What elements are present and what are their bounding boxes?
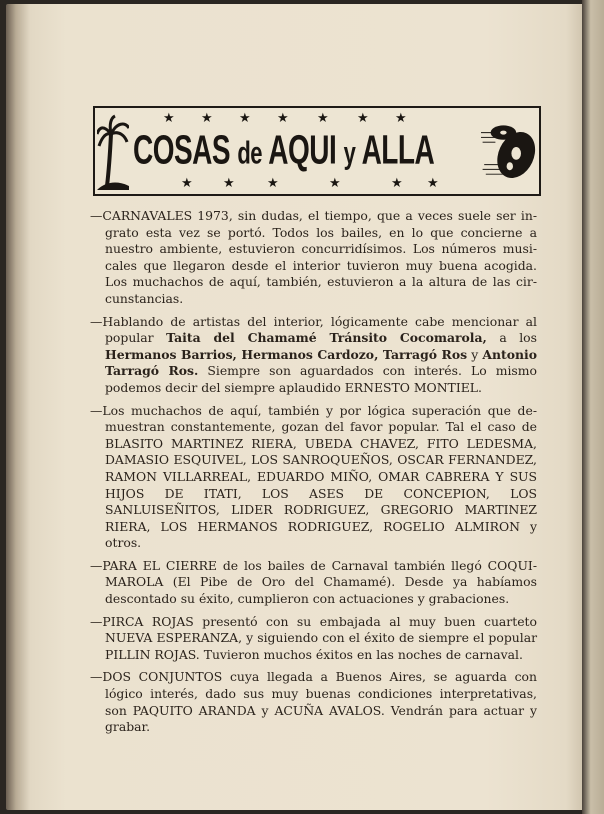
article-paragraph <box>90 314 537 397</box>
star-icon: ★ <box>223 175 235 190</box>
star-row-bottom <box>95 175 539 190</box>
star-icon: ★ <box>391 175 403 190</box>
title-word: de <box>237 134 263 171</box>
paragraph-text: a los <box>486 330 538 346</box>
star-icon: ★ <box>395 110 407 125</box>
star-icon: ★ <box>329 175 341 190</box>
paragraph-text: Siempre son aguardados con interés. Lo mismo podemos decir del siempre aplaudido ERNESTO MONTIEL. <box>105 363 537 395</box>
star-icon: ★ <box>267 175 279 190</box>
paragraph-text: —Hablando de artistas del interior, lógicamente cabe mencionar al popular <box>90 313 537 346</box>
star-icon: ★ <box>201 110 213 125</box>
article-paragraph <box>90 208 537 308</box>
paragraph-text: —PARA EL CIERRE de los bailes de Carnaval también llegó COQUIMAROLA (El Pibe de Oro del Chamamé). Desde ya habíamos descontado su éxito, cumplieron con actuaciones y grabaciones. <box>90 557 537 607</box>
title-word: ALLA <box>361 127 435 172</box>
title-word: AQUI <box>268 127 337 172</box>
paragraph-text: —CARNAVALES 1973, sin dudas, el tiempo, que a veces suele ser ingrato esta vez se portó. Todos los bailes, en lo que concierne a nuestro ambiente, estuvieron concurridísimos. Los números musicales que llegaron desde el interior tuvieron muy buena acogida. Los muchachos de aquí, también, estuvieron a la altura de las circunstancias. <box>90 208 537 306</box>
bold-name: Antonio Tarragó Ros. <box>105 346 537 379</box>
article-paragraph <box>90 403 537 552</box>
title-word: COSAS <box>133 127 231 172</box>
bold-name: Taita del Chamamé Tránsito Cocomarola, <box>166 330 487 346</box>
star-icon: ★ <box>357 110 369 125</box>
bold-name: Hermanos Barrios, Hermanos Cardozo, Tarragó Ros <box>105 346 468 362</box>
star-row-top <box>95 110 539 125</box>
star-icon: ★ <box>277 110 289 125</box>
paragraph-text: —DOS CONJUNTOS cuya llegada a Buenos Aires, se aguarda con lógico interés, dado sus muy buenas condiciones interpretativas, son PAQUITO ARANDA y ACUÑA AVALOS. Vendrán para actuar y grabar. <box>90 669 537 735</box>
magazine-page <box>6 4 592 810</box>
article-paragraph <box>90 558 537 608</box>
star-icon: ★ <box>163 110 175 125</box>
paragraph-text: y <box>467 346 483 362</box>
article-body <box>90 208 537 742</box>
title-word: y <box>343 134 356 171</box>
star-icon: ★ <box>427 175 439 190</box>
next-page-edge <box>582 0 604 814</box>
article-paragraph <box>90 669 537 735</box>
paragraph-text: —PIRCA ROJAS presentó con su embajada al muy buen cuarteto NUEVA ESPERANZA, y siguiendo con el éxito de siempre el popular PILLIN ROJAS. Tuvieron muchos éxitos en las noches de carnaval. <box>90 613 537 662</box>
star-icon: ★ <box>181 175 193 190</box>
article-paragraph <box>90 614 537 664</box>
star-icon: ★ <box>317 110 329 125</box>
section-title <box>133 127 434 173</box>
vinyl-record-icon <box>481 116 537 186</box>
star-icon: ★ <box>239 110 251 125</box>
section-header-banner <box>93 106 541 196</box>
paragraph-text: —Los muchachos de aquí, también y por lógica superación que demuestran constantemente, gozan del favor popular. Tal el caso de BLASITO MARTINEZ RIERA, UBEDA CHAVEZ, FITO LEDESMA, DAMASIO ESQUIVEL, LOS SANROQUEÑOS, OSCAR FERNANDEZ, RAMON VILLARREAL, EDUARDO MIÑO, OMAR CABRERA Y SUS HIJOS DE ITATI, LOS ASES DE CONCEPION, LOS SANLUISEÑITOS, LIDER RODRIGUEZ, GREGORIO MARTINEZ RIERA, LOS HERMANOS RODRIGUEZ, ROGELIO ALMIRON y otros. <box>90 402 537 551</box>
